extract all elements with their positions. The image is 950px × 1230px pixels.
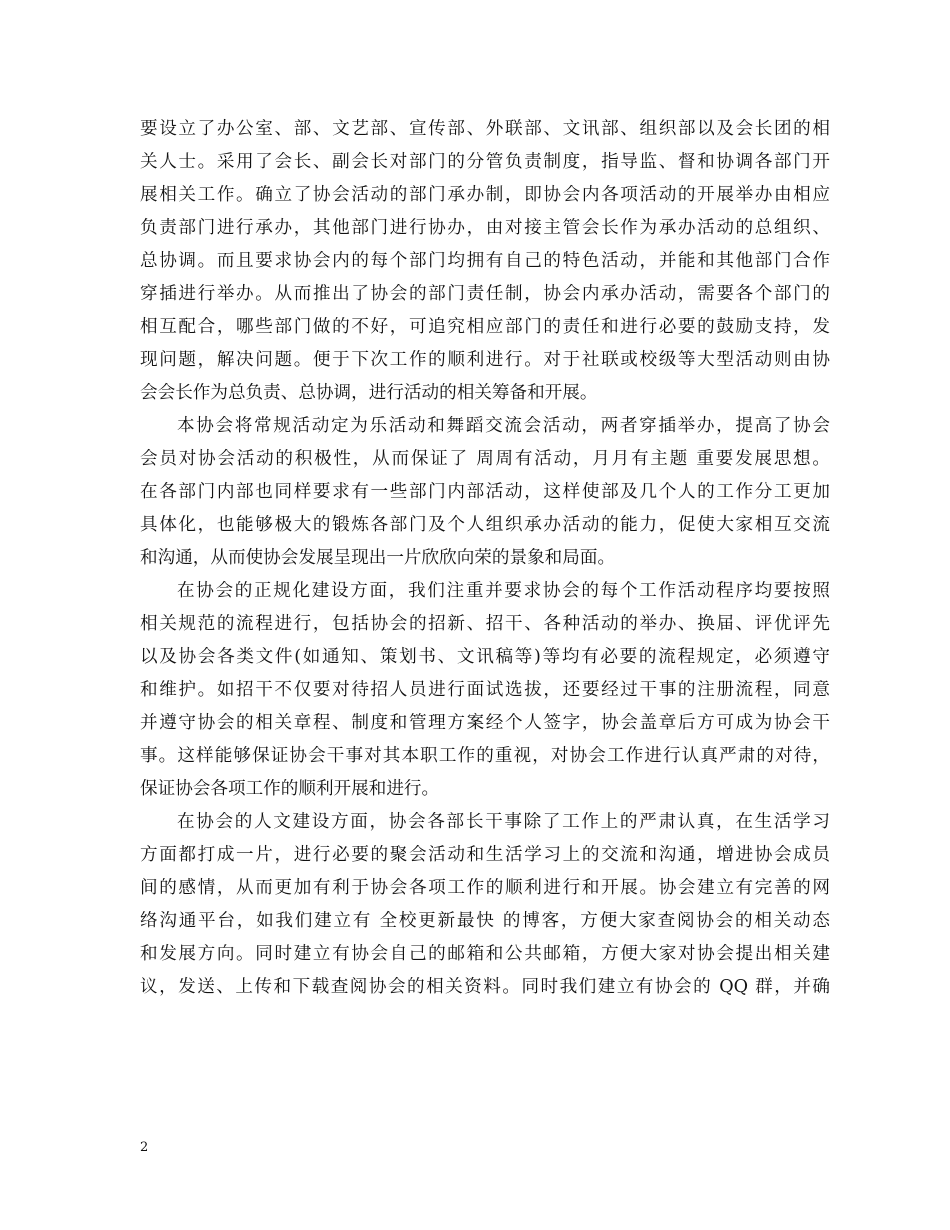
text-line: 会会长作为总负责、总协调，进行活动的相关筹备和开展。	[140, 383, 598, 403]
text-line: 和发展方向。同时建立有协会自己的邮箱和公共邮箱，方便大家对协会提出相关建	[140, 944, 830, 964]
text-line: 和沟通，从而使协会发展呈现出一片欣欣向荣的景象和局面。	[140, 548, 616, 568]
text-line: 要设立了办公室、部、文艺部、宣传部、外联部、文讯部、组织部以及会长团的相	[140, 119, 830, 139]
text-line: 具体化，也能够极大的锻炼各部门及个人组织承办活动的能力，促使大家相互交流	[140, 515, 830, 535]
text-line: 事。这样能够保证协会干事对其本职工作的重视，对协会工作进行认真严肃的对待，	[140, 746, 830, 766]
text-line: 保证协会各项工作的顺利开展和进行。	[140, 779, 440, 799]
text-line: 负责部门进行承办，其他部门进行协办，由对接主管会长作为承办活动的总组织、	[140, 218, 830, 238]
document-body	[140, 113, 830, 1004]
paragraph-1	[140, 113, 830, 410]
text-line: 关人士。采用了会长、副会长对部门的分管负责制度，指导监、督和协调各部门开	[140, 152, 830, 172]
text-line: 议，发送、上传和下载查阅协会的相关资料。同时我们建立有协会的 QQ 群，并确	[140, 977, 830, 997]
text-line: 在协会的人文建设方面，协会各部长干事除了工作上的严肃认真，在生活学习	[177, 812, 830, 832]
text-line: 总协调。而且要求协会内的每个部门均拥有自己的特色活动，并能和其他部门合作	[140, 251, 830, 271]
text-line: 并遵守协会的相关章程、制度和管理方案经个人签字，协会盖章后方可成为协会干	[140, 713, 830, 733]
text-line: 以及协会各类文件(如通知、策划书、文讯稿等)等均有必要的流程规定，必须遵守	[140, 647, 830, 667]
text-line: 络沟通平台，如我们建立有 全校更新最快 的博客，方便大家查阅协会的相关动态	[140, 911, 830, 931]
text-line: 在协会的正规化建设方面，我们注重并要求协会的每个工作活动程序均要按照	[177, 581, 830, 601]
text-line: 相关规范的流程进行，包括协会的招新、招干、各种活动的举办、换届、评优评先	[140, 614, 830, 634]
text-line: 间的感情，从而更加有利于协会各项工作的顺利进行和开展。协会建立有完善的网	[140, 878, 830, 898]
text-line: 现问题，解决问题。便于下次工作的顺利进行。对于社联或校级等大型活动则由协	[140, 350, 830, 370]
text-line: 展相关工作。确立了协会活动的部门承办制，即协会内各项活动的开展举办由相应	[140, 185, 830, 205]
text-line: 会员对协会活动的积极性，从而保证了 周周有活动，月月有主题 重要发展思想。	[140, 449, 830, 469]
paragraph-3	[140, 575, 830, 806]
text-line: 和维护。如招干不仅要对待招人员进行面试选拔，还要经过干事的注册流程，同意	[140, 680, 830, 700]
paragraph-2	[140, 410, 830, 575]
text-line: 在各部门内部也同样要求有一些部门内部活动，这样使部及几个人的工作分工更加	[140, 482, 830, 502]
paragraph-4	[140, 806, 830, 1004]
text-line: 相互配合，哪些部门做的不好，可追究相应部门的责任和进行必要的鼓励支持，发	[140, 317, 830, 337]
text-line: 方面都打成一片，进行必要的聚会活动和生活学习上的交流和沟通，增进协会成员	[140, 845, 830, 865]
text-line: 本协会将常规活动定为乐活动和舞蹈交流会活动，两者穿插举办，提高了协会	[177, 416, 830, 436]
page-number: 2	[140, 1140, 149, 1155]
text-line: 穿插进行举办。从而推出了协会的部门责任制，协会内承办活动，需要各个部门的	[140, 284, 830, 304]
